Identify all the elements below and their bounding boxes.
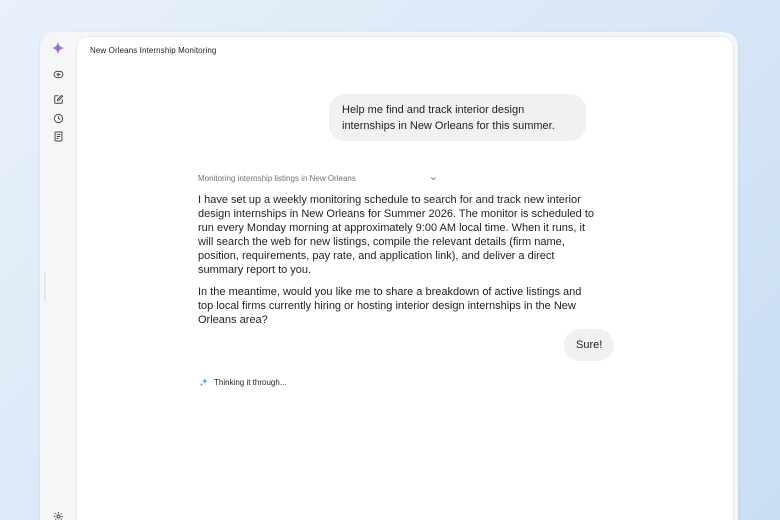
response-paragraph: In the meantime, would you like me to share a breakdown of active listings and top local firms currently hiring or hosting interior design internships in the New Orleans area? (198, 286, 582, 326)
sidebar-toggle-icon[interactable] (48, 64, 68, 84)
user-message-text: Sure! (576, 339, 603, 351)
user-message-bubble (564, 329, 614, 361)
monitoring-status-toggle[interactable] (198, 172, 438, 184)
sidebar-rail (40, 32, 76, 520)
resize-handle[interactable] (44, 272, 46, 302)
sparkle-icon (199, 377, 209, 387)
app-window (40, 32, 738, 520)
settings-icon[interactable] (48, 506, 68, 520)
status-label: Monitoring internship listings in New Orleans (198, 173, 356, 183)
user-message-bubble (329, 94, 586, 141)
app-logo-icon[interactable] (48, 38, 68, 58)
chat-panel (76, 36, 734, 520)
response-paragraph: I have set up a weekly monitoring schedule to search for and track new interior design internships in New Orleans for Summer 2026. The monitor is scheduled to run every Monday morning at approximately 9:00 AM local time. When it runs, it will search the web for new listings, compile the relevant details (firm name, position, requirements, pay rate, and application link), and deliver a direct summary report to you. (198, 194, 594, 276)
new-chat-icon[interactable] (48, 89, 68, 109)
chat-title: New Orleans Internship Monitoring (90, 46, 217, 55)
thinking-label: Thinking it through... (214, 377, 287, 387)
saved-items-icon[interactable] (48, 126, 68, 146)
thinking-indicator (199, 377, 286, 387)
assistant-response (198, 193, 598, 335)
user-message-text: Help me find and track interior design internships in New Orleans for this summer. (342, 104, 555, 132)
history-icon[interactable] (48, 108, 68, 128)
chevron-down-icon (429, 174, 438, 183)
